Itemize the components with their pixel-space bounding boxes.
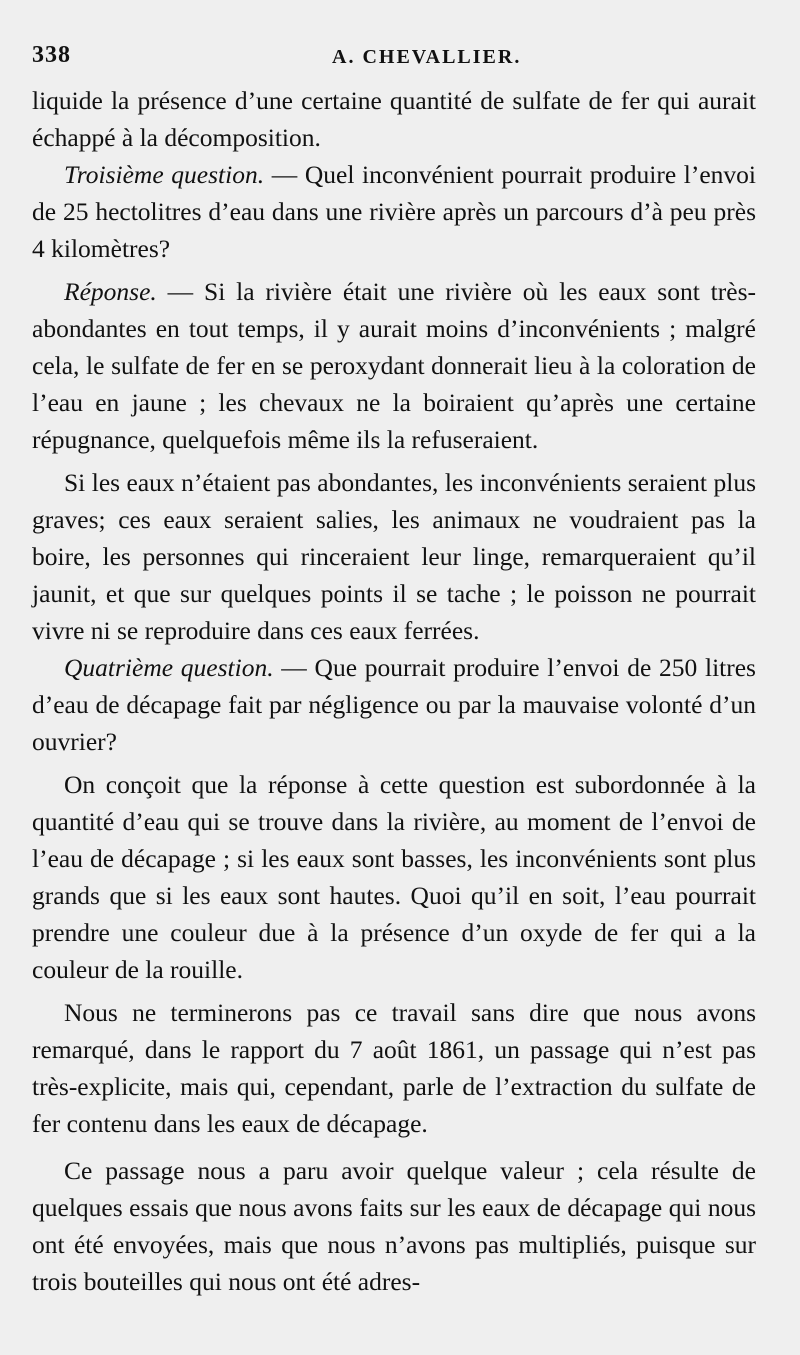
page-header [32, 40, 760, 76]
paragraph-lead: Réponse. [64, 277, 157, 306]
paragraph-answer [32, 273, 756, 458]
page-number: 338 [32, 42, 71, 68]
paragraph-text: Nous ne terminerons pas ce travail sans dire que nous avons remarqué, dans le rapport du 7 août 1861, un passage qui n’est pas très-explicite, mais qui, cependant, parle de l’extraction du sulfate de fer contenu dans les eaux de décapage. [32, 998, 756, 1138]
paragraph-lead: Quatrième question. [64, 653, 274, 682]
paragraph-text: On conçoit que la réponse à cette question est subordonnée à la quantité d’eau qui se trouve dans la rivière, au moment de l’envoi de l’eau de décapage ; si les eaux sont basses, les inconvénients sont plus grands que si les eaux sont hautes. Quoi qu’il en soit, l’eau pourrait prendre une couleur due à la présence d’un oxyde de fer qui a la couleur de la rouille. [32, 770, 756, 984]
paragraph-low-water [32, 464, 756, 649]
paragraph-conclusion [32, 994, 756, 1142]
body-text [32, 82, 756, 1300]
paragraph-continuation [32, 82, 756, 156]
paragraph-final [32, 1152, 756, 1300]
paragraph-text: — Si la rivière était une rivière où les eaux sont très-abondantes en tout temps, il y aurait moins d’inconvénients ; malgré cela, le sulfate de fer en se peroxydant donnerait lieu à la coloration de l’eau en jaune ; les chevaux ne la boiraient qu’après une certaine répugnance, quelquefois même ils la refuseraient. [32, 277, 756, 454]
paragraph-text: — Quel inconvénient pourrait produire l’envoi de 25 hectolitres d’eau dans une rivière après un parcours d’à peu près 4 kilomètres? [32, 160, 756, 263]
paragraph-text: Ce passage nous a paru avoir quelque valeur ; cela résulte de quelques essais que nous avons faits sur les eaux de décapage qui nous ont été envoyées, mais que nous n’avons pas multipliés, puisque sur trois bouteilles qui nous ont été adres- [32, 1156, 756, 1296]
paragraph-question-3 [32, 156, 756, 267]
running-head: A. CHEVALLIER. [332, 46, 522, 68]
paragraph-text: liquide la présence d’une certaine quantité de sulfate de fer qui aurait échappé à la décomposition. [32, 86, 756, 152]
paragraph-lead: Troisième question. [64, 160, 265, 189]
paragraph-text: — Que pourrait produire l’envoi de 250 litres d’eau de décapage fait par négligence ou par la mauvaise volonté d’un ouvrier? [32, 653, 756, 756]
paragraph-answer-4 [32, 766, 756, 988]
paragraph-text: Si les eaux n’étaient pas abondantes, les inconvénients seraient plus graves; ces eaux seraient salies, les animaux ne voudraient pas la boire, les personnes qui rinceraient leur linge, remarqueraient qu’il jaunit, et que sur quelques points il se tache ; le poisson ne pourrait vivre ni se reproduire dans ces eaux ferrées. [32, 468, 756, 645]
paragraph-question-4 [32, 649, 756, 760]
